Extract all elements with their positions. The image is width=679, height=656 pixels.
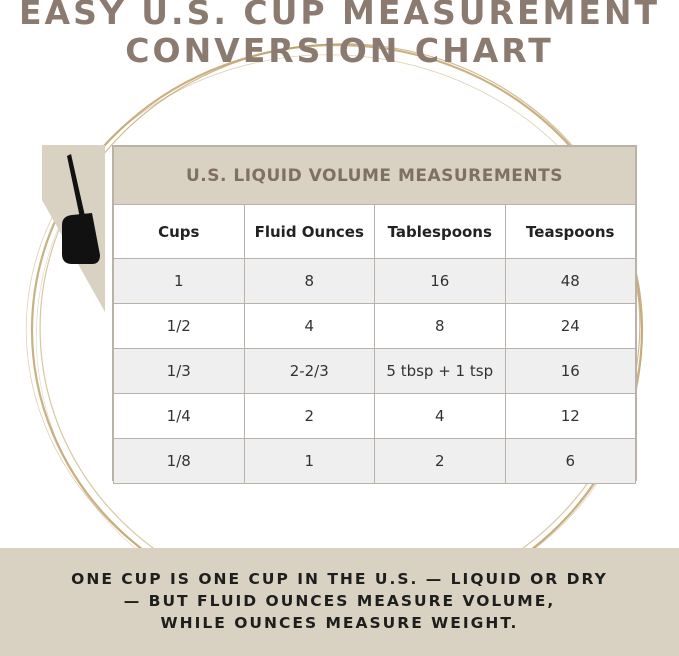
cell-cups: 1	[114, 259, 245, 304]
cell-teaspoons: 24	[505, 304, 636, 349]
note-line-1: ONE CUP IS ONE CUP IN THE U.S. — LIQUID OR DRY	[71, 570, 608, 588]
title-line-1: EASY U.S. CUP MEASUREMENT	[19, 0, 660, 32]
cell-tablespoons: 8	[375, 304, 506, 349]
header-tablespoons: Tablespoons	[375, 205, 506, 259]
cell-teaspoons: 16	[505, 349, 636, 394]
cell-teaspoons: 48	[505, 259, 636, 304]
table-row	[114, 394, 636, 439]
table-caption: U.S. LIQUID VOLUME MEASUREMENTS	[114, 147, 636, 205]
page-title	[0, 0, 679, 70]
cell-tablespoons: 2	[375, 439, 506, 484]
cell-cups: 1/2	[114, 304, 245, 349]
cell-teaspoons: 6	[505, 439, 636, 484]
cell-cups: 1/8	[114, 439, 245, 484]
footer-note	[0, 568, 679, 634]
header-cups: Cups	[114, 205, 245, 259]
cell-teaspoons: 12	[505, 394, 636, 439]
conversion-table	[113, 146, 636, 484]
cell-fluid-ounces: 4	[244, 304, 375, 349]
title-line-2: CONVERSION CHART	[125, 31, 554, 70]
table-row	[114, 259, 636, 304]
table-row	[114, 439, 636, 484]
cell-cups: 1/4	[114, 394, 245, 439]
table-row	[114, 304, 636, 349]
note-line-3: WHILE OUNCES MEASURE WEIGHT.	[160, 614, 519, 632]
cell-tablespoons: 16	[375, 259, 506, 304]
header-teaspoons: Teaspoons	[505, 205, 636, 259]
cell-fluid-ounces: 2	[244, 394, 375, 439]
cell-fluid-ounces: 2-2/3	[244, 349, 375, 394]
cell-fluid-ounces: 8	[244, 259, 375, 304]
table-header-row	[114, 205, 636, 259]
conversion-table-container	[112, 145, 637, 481]
cell-fluid-ounces: 1	[244, 439, 375, 484]
cell-tablespoons: 5 tbsp + 1 tsp	[375, 349, 506, 394]
table-row	[114, 349, 636, 394]
cell-cups: 1/3	[114, 349, 245, 394]
header-fluid-ounces: Fluid Ounces	[244, 205, 375, 259]
cell-tablespoons: 4	[375, 394, 506, 439]
note-line-2: — BUT FLUID OUNCES MEASURE VOLUME,	[123, 592, 556, 610]
